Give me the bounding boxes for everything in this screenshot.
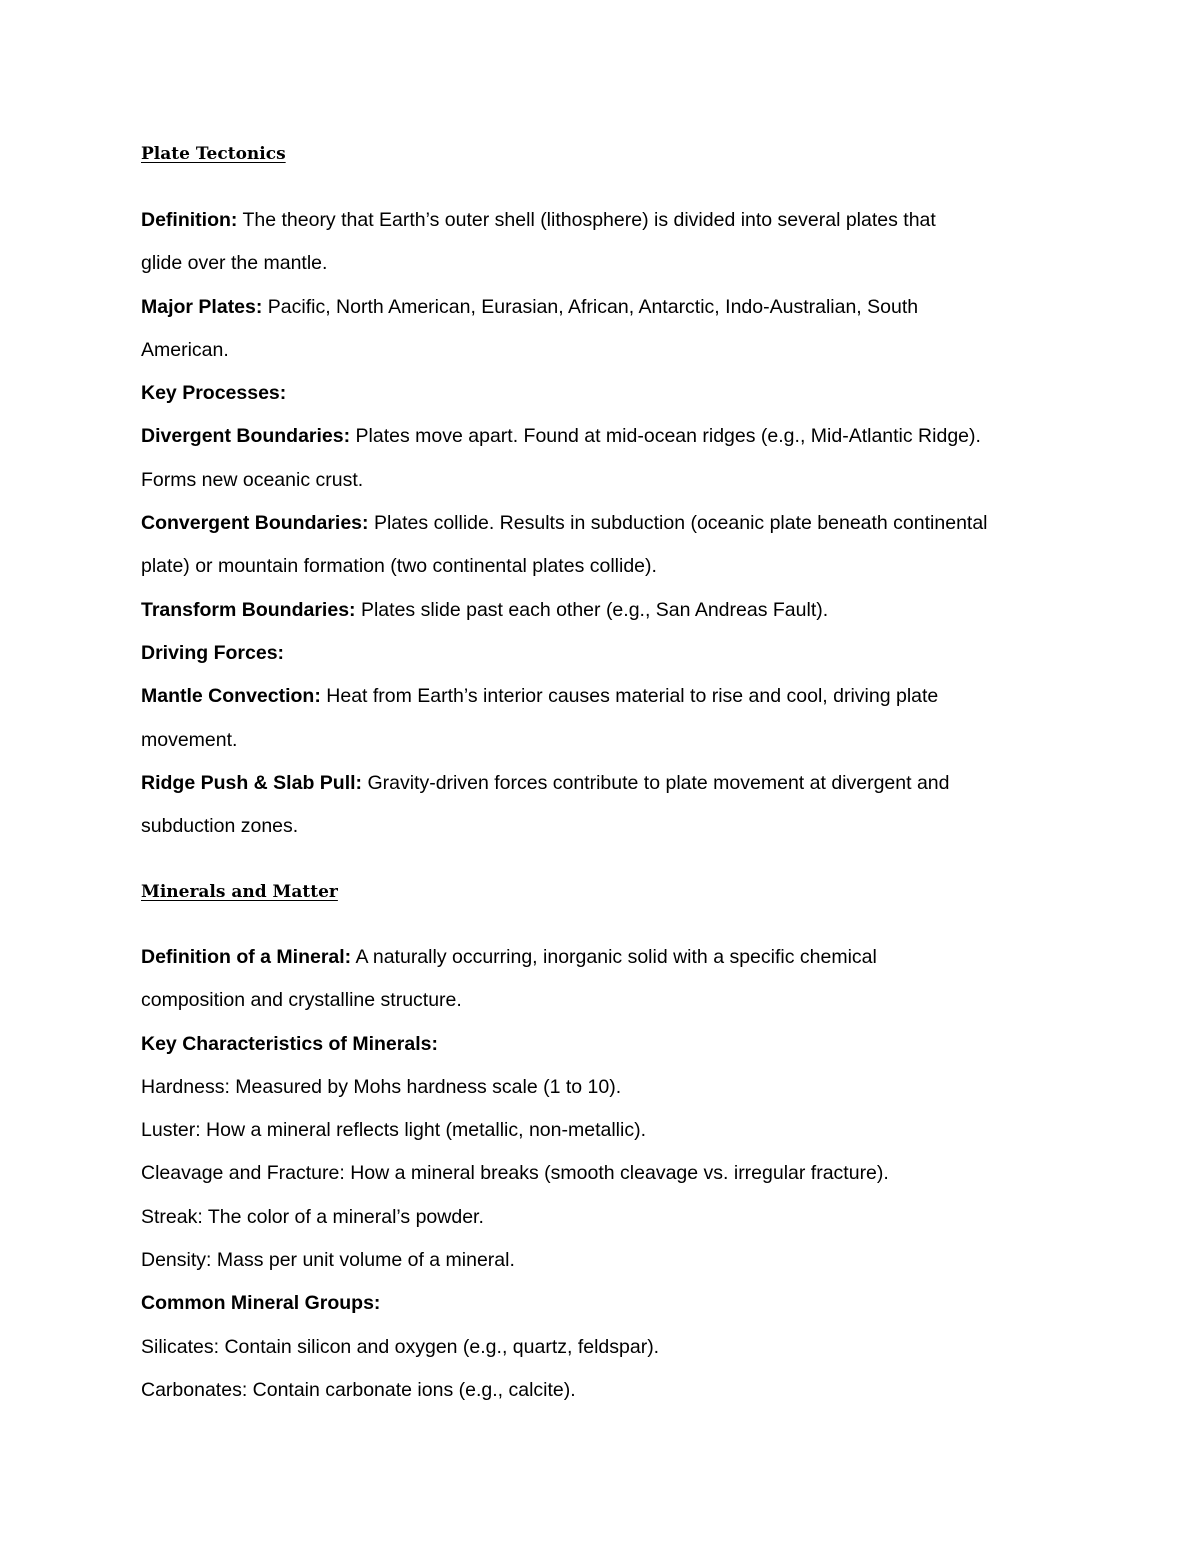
divergent-label: Divergent Boundaries: — [141, 425, 351, 448]
major-plates-line — [141, 286, 1071, 329]
common-groups-line — [141, 1282, 1071, 1325]
mantle-convection-label: Mantle Convection: — [141, 685, 321, 708]
convergent-label: Convergent Boundaries: — [141, 512, 369, 535]
minerals-body — [141, 936, 1071, 1412]
divergent-line-cont: Forms new oceanic crust. — [141, 468, 364, 491]
major-plates-label: Major Plates: — [141, 295, 263, 318]
key-processes-label: Key Processes: — [141, 382, 287, 405]
key-characteristics-label: Key Characteristics of Minerals: — [141, 1032, 438, 1055]
driving-forces-line — [141, 632, 1071, 675]
divergent-line — [141, 415, 1071, 458]
major-plates-text: Pacific, North American, Eurasian, African, Antarctic, Indo-Australian, South — [262, 295, 919, 318]
convergent-line-cont: plate) or mountain formation (two continental plates collide). — [141, 555, 657, 578]
definition-label: Definition: — [141, 209, 238, 231]
transform-label: Transform Boundaries: — [141, 598, 356, 621]
mineral-definition-line — [141, 936, 1071, 979]
plate-tectonics-body — [141, 199, 1071, 848]
driving-forces-label: Driving Forces: — [141, 641, 285, 664]
key-processes-line — [141, 372, 1071, 415]
section-heading-minerals-and-matter: Minerals and Matter — [141, 882, 338, 902]
mantle-convection-line — [141, 675, 1071, 718]
mineral-definition-text: A naturally occurring, inorganic solid with a specific chemical — [351, 946, 877, 968]
group-silicates: Silicates: Contain silicon and oxygen (e.g., quartz, feldspar). — [141, 1335, 660, 1358]
characteristic-cleavage: Cleavage and Fracture: How a mineral breaks (smooth cleavage vs. irregular fracture). — [141, 1162, 889, 1185]
divergent-text: Plates move apart. Found at mid-ocean ridges (e.g., Mid-Atlantic Ridge). — [350, 425, 981, 448]
key-characteristics-line — [141, 1023, 1071, 1066]
convergent-text: Plates collide. Results in subduction (oceanic plate beneath continental — [368, 512, 988, 535]
characteristic-luster: Luster: How a mineral reflects light (metallic, non-metallic). — [141, 1119, 647, 1142]
characteristic-streak: Streak: The color of a mineral’s powder. — [141, 1205, 484, 1228]
characteristic-density: Density: Mass per unit volume of a mineral. — [141, 1249, 515, 1272]
mantle-convection-line-cont: movement. — [141, 728, 238, 751]
definition-line — [141, 199, 1071, 242]
definition-line-cont: glide over the mantle. — [141, 252, 328, 275]
ridge-push-label: Ridge Push & Slab Pull: — [141, 771, 363, 794]
mantle-convection-text: Heat from Earth’s interior causes material to rise and cool, driving plate — [320, 685, 939, 708]
ridge-push-text: Gravity-driven forces contribute to plate movement at divergent and — [362, 771, 950, 794]
section-heading-plate-tectonics: Plate Tectonics — [141, 144, 286, 164]
transform-text: Plates slide past each other (e.g., San Andreas Fault). — [355, 598, 829, 621]
characteristic-hardness: Hardness: Measured by Mohs hardness scale (1 to 10). — [141, 1075, 622, 1098]
mineral-definition-line-cont: composition and crystalline structure. — [141, 989, 462, 1012]
definition-text: The theory that Earth’s outer shell (lithosphere) is divided into several plates that — [237, 209, 936, 231]
mineral-definition-label: Definition of a Mineral: — [141, 946, 352, 968]
major-plates-line-cont: American. — [141, 338, 229, 361]
group-carbonates: Carbonates: Contain carbonate ions (e.g., calcite). — [141, 1378, 576, 1401]
common-groups-label: Common Mineral Groups: — [141, 1292, 381, 1315]
transform-line — [141, 589, 1071, 632]
ridge-push-line — [141, 762, 1071, 805]
convergent-line — [141, 502, 1071, 545]
ridge-push-line-cont: subduction zones. — [141, 815, 299, 838]
